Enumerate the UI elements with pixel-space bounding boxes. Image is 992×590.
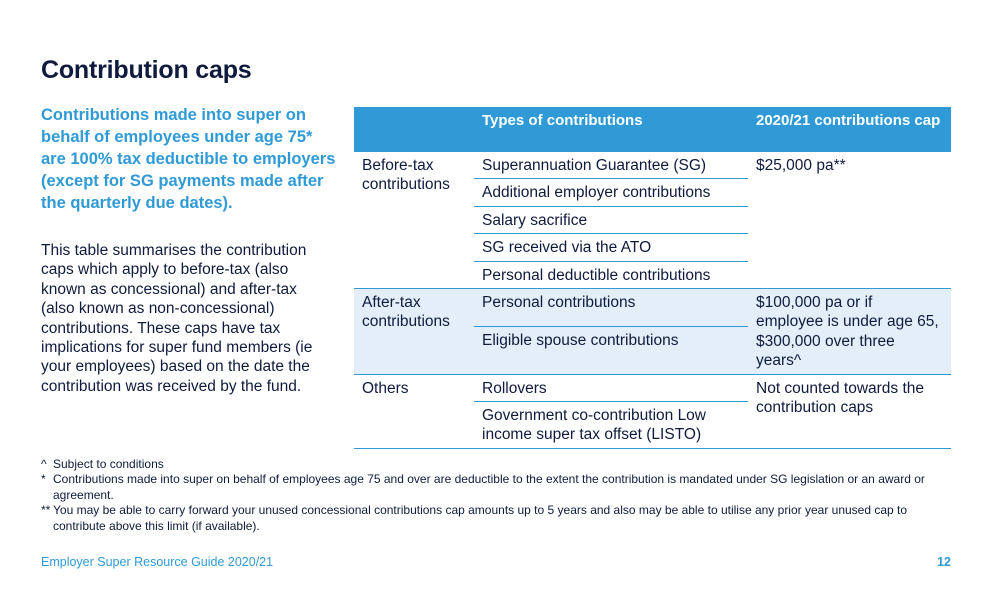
footnote (41, 472, 931, 503)
footnote-text: Contributions made into super on behalf of employees age 75 and over are deductible to the extent the contribution is mandated under SG legislation or an award or agreement. (53, 472, 925, 502)
table-row (354, 374, 951, 401)
page-number: 12 (937, 555, 951, 569)
type-cell: Government co-contribution Low income super tax offset (LISTO) (474, 402, 748, 449)
footnote-text: You may be able to carry forward your unused concessional contributions cap amounts up to 5 years and also may be able to utilise any prior year unused cap to contribute above this limit (if available). (53, 503, 908, 533)
category-before-tax: Before-tax contributions (354, 152, 474, 289)
footnote-mark: * (41, 472, 46, 487)
category-others: Others (354, 374, 474, 448)
footer-guide-title: Employer Super Resource Guide 2020/21 (41, 555, 274, 569)
header-cap: 2020/21 contributions cap (748, 107, 951, 152)
footnote (41, 503, 931, 534)
footnote-mark: ** (41, 503, 51, 518)
footnote-mark: ^ (41, 457, 47, 471)
type-cell: Rollovers (474, 374, 748, 401)
type-cell: SG received via the ATO (474, 234, 748, 261)
type-cell: Salary sacrifice (474, 206, 748, 233)
category-after-tax: After-tax contributions (354, 289, 474, 375)
type-cell: Eligible spouse contributions (474, 326, 748, 374)
table-row (354, 289, 951, 327)
cap-after-tax: $100,000 pa or if employee is under age 65, $300,000 over three years^ (748, 289, 951, 375)
page-title: Contribution caps (41, 56, 252, 84)
cap-others: Not counted towards the contribution caps (748, 374, 951, 448)
body-paragraph: This table summarises the contribution caps which apply to before-tax (also known as concessional) and after-tax (also known as non-concessional) contributions. These caps have tax implications for super fund members (ie your employees) based on the date the contribution was received by the fund. (41, 242, 313, 395)
type-cell: Superannuation Guarantee (SG) (474, 152, 748, 179)
type-cell: Personal deductible contributions (474, 261, 748, 288)
header-category (354, 107, 474, 152)
contribution-caps-table (354, 107, 951, 449)
cap-before-tax: $25,000 pa** (748, 152, 951, 289)
footnotes (41, 457, 931, 534)
table-row (354, 152, 951, 179)
header-types: Types of contributions (474, 107, 748, 152)
lead-paragraph: Contributions made into super on behalf of employees under age 75* are 100% tax deductible to employers (except for SG payments made after the quarterly due dates). (41, 106, 336, 212)
footnote-text: Subject to conditions (53, 457, 164, 471)
table-header-row (354, 107, 951, 152)
type-cell: Additional employer contributions (474, 179, 748, 206)
footnote (41, 457, 931, 472)
type-cell: Personal contributions (474, 289, 748, 327)
